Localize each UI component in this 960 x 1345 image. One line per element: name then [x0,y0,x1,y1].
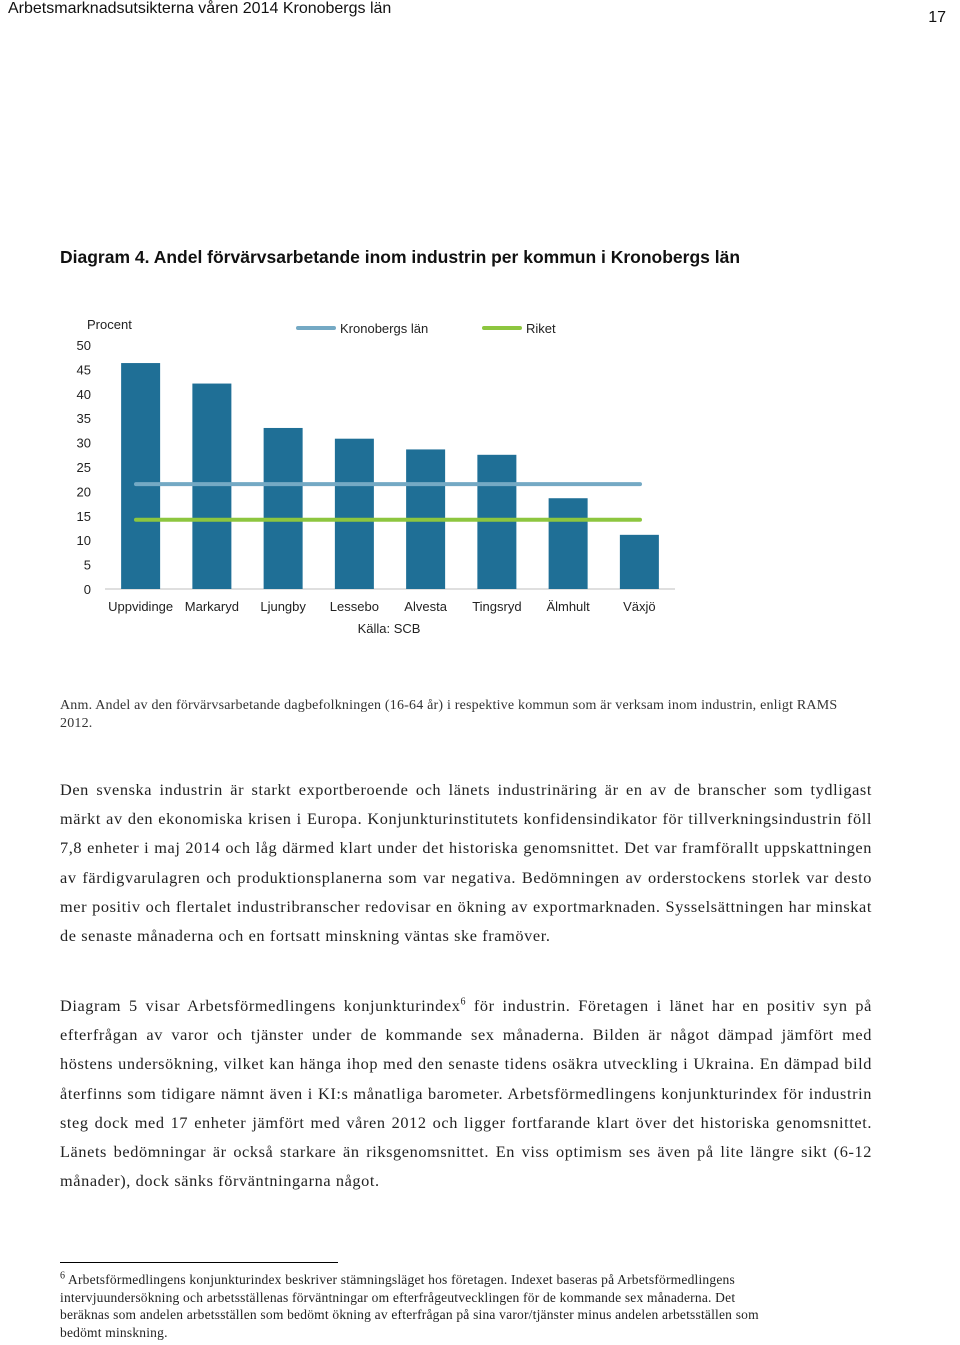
y-tick-label: 0 [83,582,91,597]
y-tick-label: 25 [76,460,91,475]
bar-chart [0,300,700,645]
y-tick-label: 15 [76,508,91,524]
y-tick-label: 40 [76,386,91,402]
running-header: Arbetsmarknadsutsikterna våren 2014 Kronobergs län [8,0,392,17]
y-tick-label: 5 [83,557,91,573]
body-paragraph-2 [60,991,872,1195]
y-tick-label: 10 [76,533,91,549]
bar-älmhult [549,498,588,589]
y-tick-label: 35 [76,411,91,427]
x-tick-label: Lessebo [329,599,379,614]
footnote-divider [60,1262,338,1263]
footnote-reference[interactable]: 6 [460,996,467,1008]
x-tick-label: Uppvidinge [108,599,174,614]
page-number: 17 [928,9,946,26]
y-axis-label: Procent [87,317,132,332]
figure-title: Diagram 4. Andel förvärvsarbetande inom industrin per kommun i Kronobergs län [60,247,741,267]
bar-uppvidinge [121,363,160,589]
bar-växjö [620,535,659,589]
y-tick-label: 45 [76,362,91,378]
body-paragraph-1 [60,775,872,950]
footnote [60,1271,780,1341]
bar-tingsryd [477,455,516,589]
chart-source: Källa: SCB [357,621,421,636]
bar-markaryd [192,384,231,589]
paragraph-text-start: Diagram 5 visar Arbetsförmedlingens konjunkturindex [60,996,461,1015]
x-tick-label: Alvesta [404,599,447,614]
x-tick-label: Markaryd [184,599,239,614]
x-tick-label: Tingsryd [472,599,522,614]
footnote-marker: 6 [60,1270,66,1282]
x-tick-label: Älmhult [546,599,590,614]
footnote-text: Arbetsförmedlingens konjunkturindex beskriver stämningsläget hos företagen. Indexet baseras på Arbetsförmedlingens intervjuundersökning och arbetsställenas förväntningar om efterfrågeutvecklingen för de kommande sex månaderna. Det beräknas som andelen arbetsställen som bedömt ökning av efterfrågan på sina varor/tjänster minus andelen arbetsställen som bedömt minskning. [60,1272,759,1340]
y-tick-label: 20 [76,484,91,500]
x-tick-label: Växjö [623,599,656,614]
figure-note: Anm. Andel av den förvärvsarbetande dagbefolkningen (16-64 år) i respektive kommun som är verksam inom industrin, enligt RAMS 2012. [60,698,838,731]
y-tick-label: 30 [76,435,91,451]
bar-ljungby [264,428,303,589]
bar-lessebo [335,439,374,589]
paragraph-text-end: för industrin. Företagen i länet har en positiv syn på efterfrågan av varor och tjänster under de kommande sex månaderna. Bilden är något dämpad jämfört med höstens undersökning, vilket kan hänga ihop med den senaste tidens osäkra utveckling i Ukraina. En dämpad bild återfinns som tidigare nämnt även i KI:s månatliga barometer. Arbetsförmedlingens konjunkturindex för industrin steg dock med 17 enheter jämfört med våren 2012 och ligger fortfarande klart över det historiska genomsnittet. Länets bedömningar är också starkare än riksgenomsnittet. En viss optimism ses även på lite längre sikt (6-12 månader), dock sänks förväntningarna något. [60,996,872,1191]
paragraph-text: Den svenska industrin är starkt exportberoende och länets industrinäring är en av de branscher som tydligast märkt av den ekonomiska krisen i Europa. Konjunkturinstitutets konfidensindikator för tillverkningsindustrin föll 7,8 enheter i maj 2014 och låg därmed klart under det historiska genomsnittet. Det var framförallt uppskattningen av färdigvarulagren och produktionsplanerna som var negativa. Bedömningen av orderstockens storlek var desto mer positiv och flertalet industribranscher redovisar en ökning av exportmarknaden. Sysselsättningen har minskat de senaste månaderna och en fortsatt minskning väntas ske framöver. [60,780,872,946]
y-tick-label: 50 [76,338,91,353]
legend-label: Riket [526,321,556,336]
paragraph-text [60,991,872,1195]
x-tick-label: Ljungby [260,599,306,614]
legend-label: Kronobergs län [340,321,429,336]
